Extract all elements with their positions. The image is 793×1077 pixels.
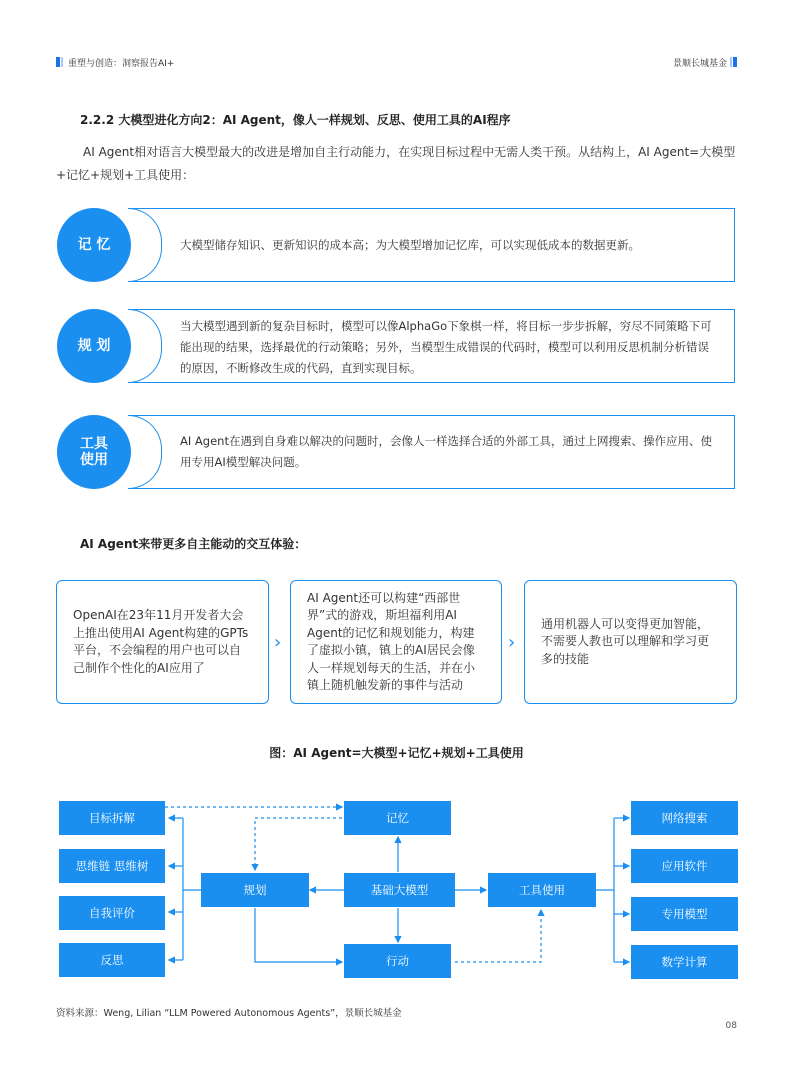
source-note: 资料来源：Weng, Lilian “LLM Powered Autonomous Agents”，景顺长城基金: [56, 1008, 402, 1019]
card-robots-text: 通用机器人可以变得更加智能，不需要人教也可以理解和学习更多的技能: [541, 616, 710, 666]
header-brand: 景顺长城基金: [672, 59, 727, 69]
node-chain-tree-of-thought: 思维链 思维树: [59, 849, 165, 883]
card-gpts-text: OpenAI在23年11月开发者大会上推出使用AI Agent构建的GPTs平台，不会编程的用户也可以自己制作个性化的AI应用了: [73, 608, 249, 675]
chevron-right-icon: ›: [508, 632, 516, 653]
feature-badge-tools-line2: 使用: [80, 452, 108, 468]
feature-badge-tools-line1: 工具: [80, 436, 108, 452]
node-math-computation: 数学计算: [631, 945, 738, 979]
subhead-interaction: AI Agent来带更多自主能动的交互体验：: [80, 537, 307, 551]
feature-badge-planning: 规 划: [57, 309, 131, 383]
node-goal-decomposition: 目标拆解: [59, 801, 165, 835]
node-reflection: 反思: [59, 943, 165, 977]
page-number: 08: [725, 1021, 737, 1031]
node-web-search: 网络搜索: [631, 801, 738, 835]
node-application-software: 应用软件: [631, 849, 738, 883]
header-report-title: 重塑与创造：洞察报告AI+: [68, 59, 175, 69]
feature-text-memory: 大模型储存知识、更新知识的成本高；为大模型增加记忆库，可以实现低成本的数据更新。: [180, 238, 640, 252]
node-self-evaluation: 自我评价: [59, 896, 165, 930]
node-memory: 记忆: [344, 801, 451, 835]
intro-paragraph: AI Agent相对语言大模型最大的改进是增加自主行动能力，在实现目标过程中无需人类干预。从结构上，AI Agent=大模型+记忆+规划+工具使用：: [56, 145, 736, 182]
node-planning: 规划: [201, 873, 309, 907]
node-action: 行动: [344, 944, 451, 978]
chevron-right-icon: ›: [274, 632, 282, 653]
feature-text-tools: AI Agent在遇到自身难以解决的问题时，会像人一样选择合适的外部工具，通过上网搜索、操作应用、使用专用AI模型解决问题。: [180, 434, 712, 469]
feature-text-planning: 当大模型遇到新的复杂目标时，模型可以像AlphaGo下象棋一样，将目标一步步拆解，穷尽不同策略下可能出现的结果，选择最优的行动策略；另外，当模型生成错误的代码时，模型可以利用反思机制分析错误的原因，不断修改生成的代码，直到实现目标。: [180, 319, 712, 375]
card-westworld-text: AI Agent还可以构建“西部世界”式的游戏，斯坦福利用AI Agent的记忆和规划能力，构建了虚拟小镇，镇上的AI居民会像人一样规划每天的生活，并在小镇上随机触发新的事件与活动: [307, 590, 476, 692]
node-base-model: 基础大模型: [344, 873, 455, 907]
section-title: 2.2.2 大模型进化方向2：AI Agent，像人一样规划、反思、使用工具的AI程序: [80, 113, 511, 127]
figure-title: 图：AI Agent=大模型+记忆+规划+工具使用: [269, 746, 524, 760]
feature-badge-memory: 记 忆: [57, 208, 131, 282]
node-specialized-model: 专用模型: [631, 897, 738, 931]
node-tool-use: 工具使用: [488, 873, 596, 907]
